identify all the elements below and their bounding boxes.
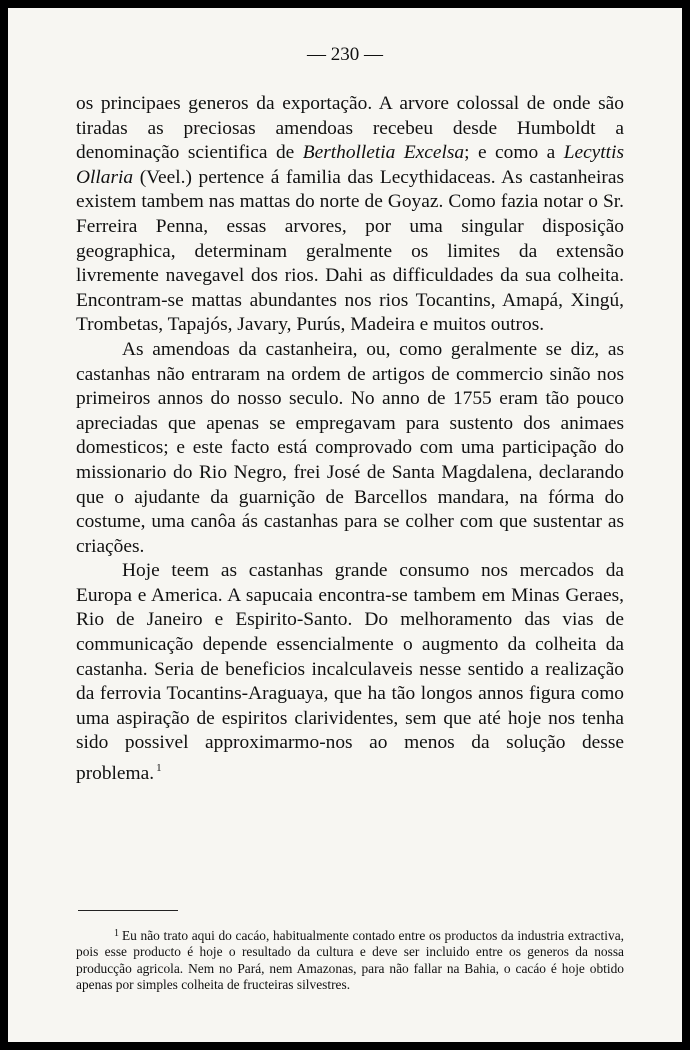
species-name-bertholletia: Bertholletia Excelsa [302, 142, 465, 164]
footnote-divider [78, 910, 178, 911]
body-text [76, 92, 624, 787]
paragraph-1 [76, 92, 624, 338]
paragraph-2: As amendoas da castanheira, ou, como geralmente se diz, as castanhas não entraram na ordem de artigos de commercio sinão nos primeiros annos do nosso seculo. No anno de 1755 eram tão pouco apreciadas que apenas se empregavam para sustento dos animaes domesticos; e este facto está comprovado com uma participação do missionario do Rio Negro, frei José de Santa Magdalena, declarando que o ajudante da guarnição de Barcellos mandara, na fórma do costume, uma canôa ás castanhas para se colher com que sustentar as criações. [76, 338, 624, 557]
footnote [76, 926, 624, 994]
paragraph-3 [76, 559, 624, 786]
paragraph-1-part-1: os principaes generos da exportação. A arvore colossal de onde são tiradas as preciosas amendoas recebeu desde Humboldt a denominação scientifica de [76, 93, 624, 164]
footnote-text: Eu não trato aqui do cacáo, habitualmente contado entre os productos da industria extractiva, pois esse producto é hoje o resultado da cultura e deve ser incluido entre os generos da nossa producção agricola. Nem no Pará, nem Amazonas, para não fallar na Bahia, o cacáo é hoje obtido apenas por simples colheita de fructeiras silvestres. [76, 928, 624, 993]
footnote-reference[interactable]: 1 [156, 762, 162, 775]
book-page [8, 8, 682, 1042]
page-number: — 230 — [307, 44, 383, 65]
paragraph-3-text: Hoje teem as castanhas grande consumo nos mercados da Europa e America. A sapucaia encontra-se tambem em Minas Geraes, Rio de Janeiro e Espirito-Santo. Do melhoramento das vias de communicação depende essencialmente o augmento da colheita da castanha. Seria de beneficios incalculaveis nesse sentido a realização da ferrovia Tocantins-Araguaya, que ha tão longos annos figura como uma aspiração de espiritos clarividentes, sem que até hoje nos tenha sido possivel approximarmo-nos ao menos da solução desse problema. [76, 560, 624, 785]
species-name-lecyttis: Lecyttis Ollaria [76, 142, 624, 188]
footnote-mark: 1 [114, 928, 119, 939]
paragraph-1-part-3: (Veel.) pertence á familia das Lecythidaceas. As castanheiras existem tambem nas mattas do norte de Goyaz. Como fazia notar o Sr. Ferreira Penna, essas arvores, por uma singular disposição geographica, determinam geralmente os limites da extensão livremente navegavel dos rios. Dahi as difficuldades da sua colheita. Encontram-se mattas abundantes nos rios Tocantins, Amapá, Xingú, Trombetas, Tapajós, Javary, Purús, Madeira e muitos outros. [76, 166, 624, 336]
paragraph-1-part-2: ; e como a [464, 142, 564, 164]
